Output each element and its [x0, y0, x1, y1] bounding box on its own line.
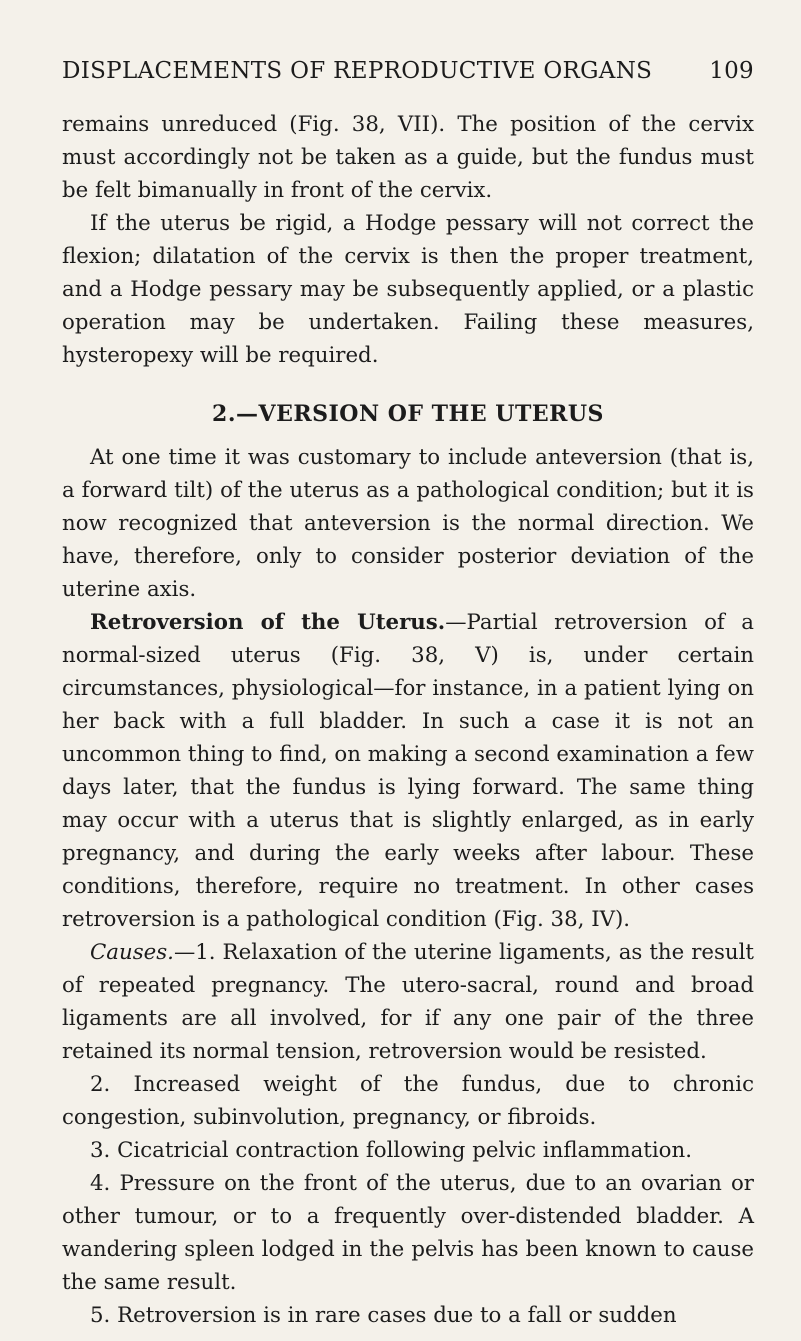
- paragraph-cause-5: 5. Retroversion is in rare cases due to a fall or sudden: [90, 1303, 677, 1328]
- paragraph-continuation: remains unreduced (Fig. 38, VII). The position of the cervix must accordingly not be taken as a guide, but the fundus must be felt bimanually in front of the cervix.: [62, 112, 754, 203]
- paragraph-anteversion: At one time it was customary to include anteversion (that is, a forward tilt) of the uterus as a pathological condition; but it is now recognized that anteversion is the normal direction. We have, therefore, only to consider posterior deviation of the uterine axis.: [62, 445, 754, 602]
- running-title: DISPLACEMENTS OF REPRODUCTIVE ORGANS: [62, 58, 653, 84]
- retroversion-text: —Partial retroversion of a normal-sized uterus (Fig. 38, V) is, under certain circumstances, physiological—for instance, in a patient lying on her back with a full bladder. In such a case it is not an uncommon thing to find, on making a second examination a few days later, that the fundus is lying forward. The same thing may occur with a uterus that is slightly enlarged, as in early pregnancy, and during the early weeks after labour. These conditions, therefore, require no treatment. In other cases retroversion is a pathological condition (Fig. 38, IV).: [62, 610, 754, 932]
- section-heading: 2.—VERSION OF THE UTERUS: [212, 401, 604, 427]
- paragraph-hodge-pessary: If the uterus be rigid, a Hodge pessary will not correct the flexion; dilatation of the cervix is then the proper treatment, and a Hodge pessary may be subsequently applied, or a plastic operation may be undertaken. Failing these measures, hysteropexy will be required.: [62, 211, 754, 368]
- paragraph-cause-3: 3. Cicatricial contraction following pelvic inflammation.: [90, 1138, 692, 1163]
- retroversion-heading: Retroversion of the Uterus.: [90, 610, 446, 635]
- running-header: [62, 58, 754, 84]
- causes-heading: Causes.: [90, 940, 174, 965]
- causes-text: —1. Relaxation of the uterine ligaments, as the result of repeated pregnancy. The utero-sacral, round and broad ligaments are all involved, for if any one pair of the three retained its normal tension, retroversion would be resisted.: [62, 940, 754, 1064]
- page-number: 109: [709, 58, 754, 84]
- paragraph-retroversion: [62, 606, 754, 936]
- paragraph-causes: [62, 936, 754, 1068]
- paragraph-cause-2: 2. Increased weight of the fundus, due to chronic congestion, subinvolution, pregnancy, or fibroids.: [62, 1072, 754, 1130]
- page-body: [62, 108, 754, 1332]
- paragraph-cause-4: 4. Pressure on the front of the uterus, due to an ovarian or other tumour, or to a frequently over-distended bladder. A wandering spleen lodged in the pelvis has been known to cause the same result.: [62, 1171, 754, 1295]
